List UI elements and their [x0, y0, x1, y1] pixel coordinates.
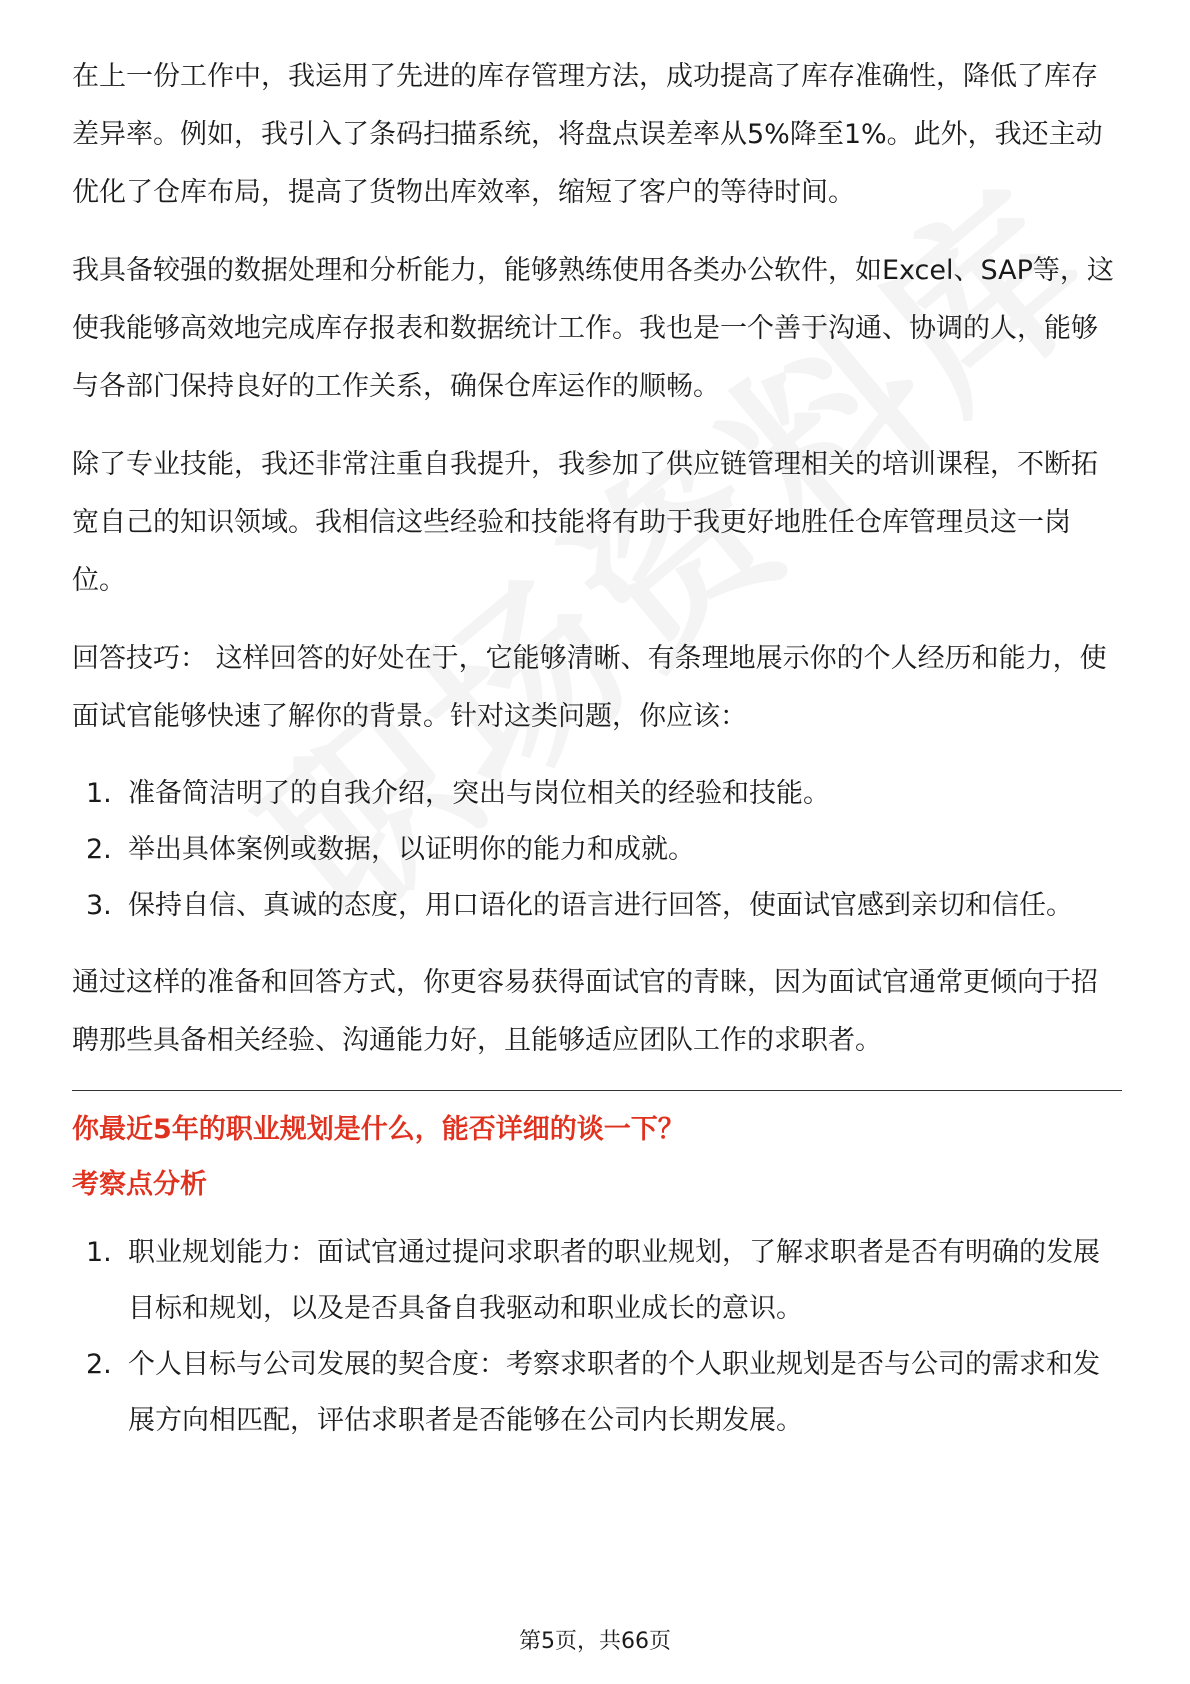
- list-text: 职业规划能力：面试官通过提问求职者的职业规划，了解求职者是否有明确的发展目标和规划，以及是否具备自我驱动和职业成长的意识。: [128, 1237, 1100, 1324]
- list-item: [72, 1337, 1122, 1449]
- analysis-heading: 考察点分析: [72, 1169, 207, 1200]
- tips-list: [72, 766, 1122, 934]
- list-text: 保持自信、真诚的态度，用口语化的语言进行回答，使面试官感到亲切和信任。: [128, 890, 1073, 921]
- paragraph-skills: 我具备较强的数据处理和分析能力，能够熟练使用各类办公软件，如Excel、SAP等，这使我能够高效地完成库存报表和数据统计工作。我也是一个善于沟通、协调的人，能够与各部门保持良好的工作关系，确保仓库运作的顺畅。: [72, 255, 1114, 402]
- list-text: 举出具体案例或数据，以证明你的能力和成就。: [128, 834, 695, 865]
- question-heading: 你最近5年的职业规划是什么，能否详细的谈一下？: [72, 1114, 685, 1145]
- paragraph-closing: 通过这样的准备和回答方式，你更容易获得面试官的青睐，因为面试官通常更倾向于招聘那些具备相关经验、沟通能力好，且能够适应团队工作的求职者。: [72, 967, 1098, 1056]
- list-number: 2.: [86, 834, 112, 865]
- analysis-list: [72, 1225, 1122, 1449]
- section-divider: [72, 1090, 1122, 1091]
- page-footer: 第5页，共66页: [519, 1629, 671, 1654]
- list-item: [72, 822, 1122, 878]
- paragraph-self-improvement: 除了专业技能，我还非常注重自我提升，我参加了供应链管理相关的培训课程，不断拓宽自己的知识领域。我相信这些经验和技能将有助于我更好地胜任仓库管理员这一岗位。: [72, 449, 1098, 596]
- list-text: 个人目标与公司发展的契合度：考察求职者的个人职业规划是否与公司的需求和发展方向相匹配，评估求职者是否能够在公司内长期发展。: [128, 1349, 1100, 1436]
- list-item: [72, 1225, 1122, 1337]
- list-number: 1.: [86, 1237, 112, 1268]
- paragraph-answer-tips: 回答技巧： 这样回答的好处在于，它能够清晰、有条理地展示你的个人经历和能力，使面试官能够快速了解你的背景。针对这类问题，你应该：: [72, 643, 1107, 732]
- list-item: [72, 878, 1122, 934]
- list-text: 准备简洁明了的自我介绍，突出与岗位相关的经验和技能。: [128, 778, 830, 809]
- list-item: [72, 766, 1122, 822]
- list-number: 2.: [86, 1349, 112, 1380]
- document-body: [72, 48, 1122, 1469]
- paragraph-experience: 在上一份工作中，我运用了先进的库存管理方法，成功提高了库存准确性，降低了库存差异率。例如，我引入了条码扫描系统，将盘点误差率从5%降至1%。此外，我还主动优化了仓库布局，提高了货物出库效率，缩短了客户的等待时间。: [72, 61, 1103, 208]
- list-number: 1.: [86, 778, 112, 809]
- list-number: 3.: [86, 890, 112, 921]
